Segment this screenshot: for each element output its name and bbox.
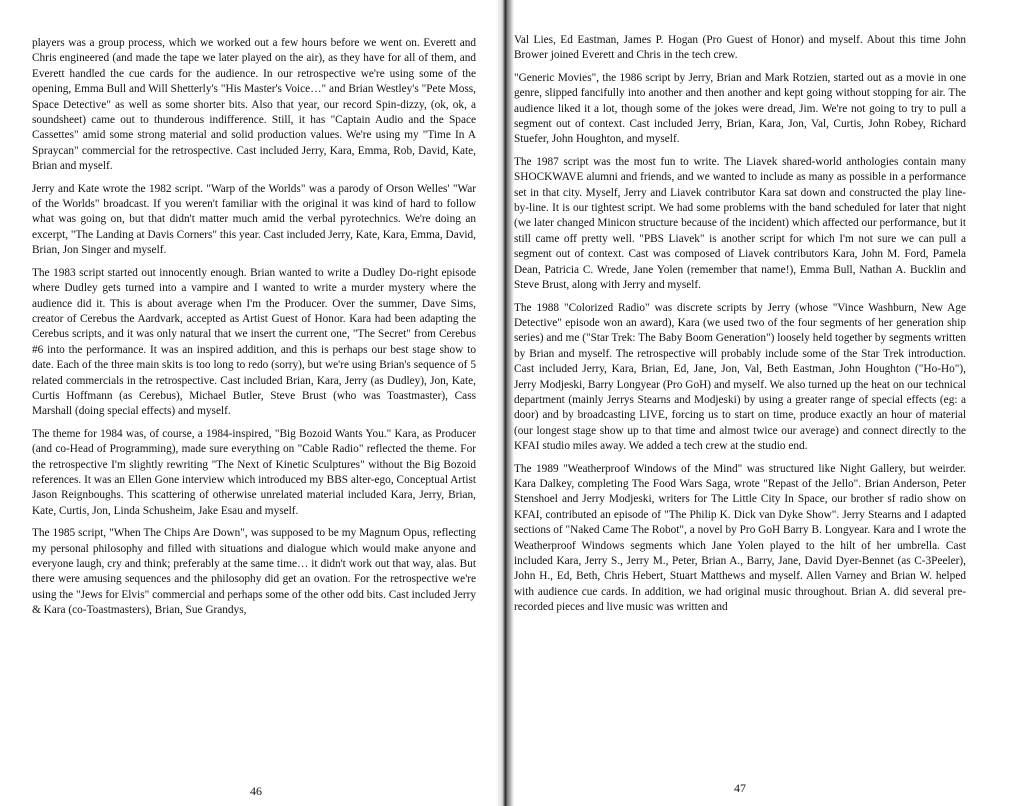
paragraph: Val Lies, Ed Eastman, James P. Hogan (Pro Guest of Honor) and myself. About this time John Brower joined Everett and Chris in the tech crew.	[514, 34, 966, 62]
paragraph: The 1989 "Weatherproof Windows of the Mind" was structured like Night Gallery, but weirder. Kara Dalkey, completing The Food Wars Saga, wrote "Repast of the Jello". Brian Anderson, Peter Stenshoel and Jerry Modjeski, writers for The Little City In Space, our brother sf radio show on KFAI, contributed an episode of "The Philip K. Dick van Dyke Show". Jerry Stearns and I adapted sections of "Naked Came The Robot", a novel by Pro GoH Barry B. Longyear. Kara and I wrote the Weatherproof Windows segments which Jane Yolen played to the hilt of her umbrella. Cast included Kara, Jerry S., Jerry M., Peter, Brian A., Barry, Jane, David Dyer-Bennet (as C-3Peeler), John H., Ed, Beth, Chris Hebert, Stuart Matthews and myself. Allen Varney and Brian W. helped with audience cue cards. In addition, we had original music throughout. Brian A. did several pre-recorded pieces and live music was written and	[514, 462, 966, 614]
paragraph: The 1983 script started out innocently enough. Brian wanted to write a Dudley Do-right episode where Dudley gets turned into a vampire and I wanted to write a murder mystery where the audience did it. This is about average when I'm the Producer. Over the summer, Dave Sims, creator of Cerebus the Aardvark, accepted as Artist Guest of Honor. Kara had been adapting the Cerebus scripts, and it was only natural that we insert the current one, "The Secret" from Cerebus #6 into the performance. It was an inspired addition, and this is perhaps our best stage show to date. Each of the three main skits is too long to redo (sorry), but we're using Brian's sequence of 5 related commercials in the retrospective. Cast included Brian, Kara, Jerry (as Dudley), Jon, Kate, Curtis Hoffmann (as Cerebus), Michael Butler, Steve Brust (who was Toastmaster), Cass Marshall (doing special effects) and myself.	[32, 266, 476, 418]
paragraph: Jerry and Kate wrote the 1982 script. "Warp of the Worlds" was a parody of Orson Welles' "War of the Worlds" broadcast. If you weren't familiar with the original it was kind of hard to follow what was going on, but that didn't matter much amid the verbal pyrotechnics. We're doing an excerpt, "The Landing at Davis Corners" this year. Cast included Jerry, Kate, Kara, Emma, David, Brian, Jon Singer and myself.	[32, 182, 476, 257]
paragraph: The 1988 "Colorized Radio" was discrete scripts by Jerry (whose "Vince Washburn, New Age Detective" episode won an award), Kara (we used two of the four segments of her generation ship series) and me ("Star Trek: The Baby Boom Generation") loosely held together by segments written by Brian and myself. The retrospective will probably include some of the Star Trek introduction. Cast included Jerry, Kara, Brian, Ed, Jane, Jon, Val, Beth Eastman, John Houghton ("Ho-Ho"), Jerry Modjeski, Barry Longyear (Pro GoH) and myself. We also turned up the heat on our technical department (mainly Jerrys Stearns and Modjeski) by using a greater range of special effects (eg: a door) and by broadcasting LIVE, forcing us to start on time, produce exactly an hour of material (our longest stage show up to that time and almost twice our average) and connect directly to the KFAI studio miles away. We added a tech crew at the studio end.	[514, 301, 966, 453]
paragraph: The 1985 script, "When The Chips Are Down", was supposed to be my Magnum Opus, reflecting my personal philosophy and filled with situations and dialogue which would make anyone and everyone laugh, cry and think; preferably at the same time… it didn't work out that way, alas. But there were amusing sequences and the philosophy did get an ovation. For the retrospective we're using the "Jews for Elvis" commercial and perhaps some of the other odd bits. Cast included Jerry & Kara (co-Toastmasters), Brian, Sue Grandys,	[32, 527, 476, 617]
paragraph: The 1987 script was the most fun to write. The Liavek shared-world anthologies contain many SHOCKWAVE alumni and friends, and we wanted to include as many as possible in a performance set in that city. Myself, Jerry and Liavek contributor Kara sat down and constructed the play line-by-line. It is our tightest script. We had some problems with the band scheduled for later that night (we later changed Minicon structure because of the incident) which affected our performance, but it still came off pretty well. "PBS Liavek" is another script for which I'm not sure we can pull a segment out of context. Cast was composed of Liavek contributors Kara, John M. Ford, Pamela Dean, Patricia C. Wrede, Jane Yolen (remember that name!), Emma Bull, Nathan A. Bucklin and Steve Brust, along with Jerry and myself.	[514, 155, 966, 292]
page-number-left: 46	[250, 784, 262, 798]
page-number-right: 47	[734, 781, 746, 795]
paragraph: players was a group process, which we worked out a few hours before we went on. Everett and Chris engineered (and made the tape we later played on the air), as they have for all of them, and Everett handled the cue cards for the audience. In our retrospective we're using some of the opening, Emma Bull and Will Shetterly's "His Master's Voice…" and Brian Westley's "Pete Moss, Space Detective" as well as some shorter bits. Also that year, our record Spin-dizzy, (ok, ok, a soundsheet) came out to thunderous indifference. Still, it has "Captain Audio and the Space Cassettes" amid some strong material and solid production values. We're using my "Time In A Spraycan" commercial for the retrospective. Cast included Jerry, Kara, Emma, Rob, David, Kate, Brian and myself.	[32, 37, 476, 173]
book-gutter	[496, 0, 514, 806]
paragraph: "Generic Movies", the 1986 script by Jerry, Brian and Mark Rotzien, started out as a movie in one genre, slipped fancifully into another and then another and kept going without stopping for air. The audience liked it a lot, though some of the jokes were dread, Jim. We're not going to try to pull a segment out of context. Cast included Jerry, Brian, Kara, Jon, Val, Curtis, John Robey, Richard Stuefer, John Houghton, and myself.	[514, 71, 966, 146]
paragraph: The theme for 1984 was, of course, a 1984-inspired, "Big Bozoid Wants You." Kara, as Producer (and co-Head of Programming), made sure everything on "Cable Radio" reflected the theme. For the retrospective I'm slightly rewriting "The Next of Kinetic Sculptures" without the Big Bozoid references. It was an Ellen Gone interview which introduced my BBS alter-ego, Conceptual Artist Jason Reignboughs. This scattering of otherwise unrelated material included Kara, Jerry, Brian, Kate, Curtis, Jon, Linda Schusheim, Jake Esau and myself.	[32, 427, 476, 517]
left-page-body	[32, 36, 476, 626]
right-page-body	[514, 33, 966, 623]
